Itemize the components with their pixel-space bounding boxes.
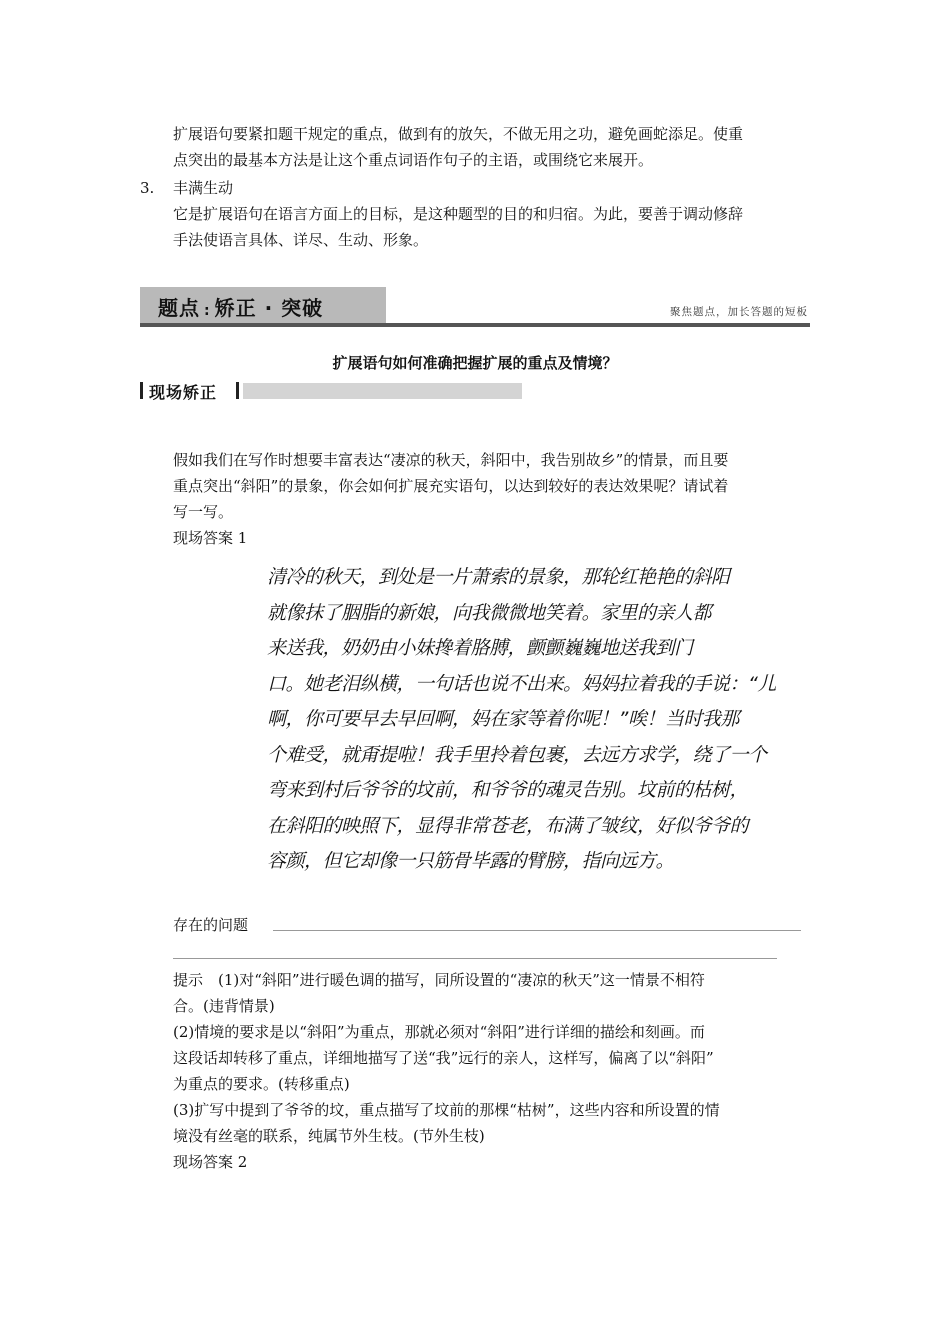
subsection-header (140, 380, 522, 402)
question-heading: 扩展语句如何准确把握扩展的重点及情境？ (332, 354, 618, 372)
hint-line: (3)扩写中提到了爷爷的坟，重点描写了坟前的那棵“枯树”，这些内容和所设置的情 (173, 1101, 720, 1119)
banner-subtitle: 聚焦题点，加长答题的短板 (670, 306, 808, 318)
text-line: 手法使语言具体、详尽、生动、形象。 (173, 231, 429, 249)
banner-colon: : (204, 303, 211, 319)
text-line: 它是扩展语句在语言方面上的目标，是这种题型的目的和归宿。为此，要善于调动修辞 (173, 205, 744, 223)
handwriting-line: 啊，你可要早去早回啊，妈在家等着你呢！”唉！当时我那 (267, 708, 739, 730)
handwriting-line: 口。她老泪纵横，一句话也说不出来。妈妈拉着我的手说：“儿 (267, 672, 776, 695)
text-line: 点突出的最基本方法是让这个重点词语作句子的主语，或围绕它来展开。 (173, 151, 654, 169)
handwriting-line: 在斜阳的映照下，显得非常苍老，布满了皱纹，好似爷爷的 (267, 814, 749, 837)
banner-rule (140, 323, 810, 327)
problem-label: 存在的问题 (173, 916, 249, 934)
subhead-label: 现场矫正 (149, 383, 218, 402)
subhead-grey-bar (243, 383, 522, 399)
text-line: 假如我们在写作时想要丰富表达“凄凉的秋天，斜阳中，我告别故乡”的情景，而且要 (173, 451, 729, 469)
subhead-bar-right (236, 382, 239, 399)
handwriting-line: 清冷的秋天，到处是一片萧索的景象，那轮红艳艳的斜阳 (267, 566, 730, 588)
hint-line: 合。(违背情景) (173, 997, 275, 1015)
hint-line: 为重点的要求。(转移重点) (173, 1075, 350, 1093)
handwritten-answer (267, 560, 776, 880)
answer-blank-line[interactable] (173, 958, 777, 959)
hint-line: 这段话却转移了重点，详细地描写了送“我”远行的亲人，这样写，偏离了以“斜阳” (173, 1049, 714, 1067)
prompt-paragraph (173, 447, 728, 551)
handwriting-line: 就像抹了胭脂的新娘，向我微微地笑着。家里的亲人都 (267, 601, 712, 624)
hint-line: 境没有丝毫的联系，纯属节外生枝。(节外生枝) (173, 1127, 485, 1145)
banner-title-b: 矫正 · 突破 (214, 296, 324, 320)
banner-title-a: 题点 (158, 296, 200, 320)
list-heading: 丰满生动 (173, 179, 234, 197)
text-line: 扩展语句要紧扣题干规定的重点，做到有的放矢，不做无用之功，避免画蛇添足。使重 (173, 125, 744, 143)
answer1-label: 现场答案 1 (173, 529, 248, 547)
handwriting-line: 来送我，奶奶由小妹搀着胳膊，颤颤巍巍地送我到门 (267, 637, 693, 659)
list-number: 3. (140, 179, 155, 197)
text-line: 写一写。 (173, 503, 234, 521)
hint-paragraph (173, 967, 813, 1175)
hint-line: 提示 (1)对“斜阳”进行暖色调的描写，同所设置的“凄凉的秋天”这一情景不相符 (173, 971, 705, 989)
handwriting-line: 弯来到村后爷爷的坟前，和爷爷的魂灵告别。坟前的枯树， (267, 779, 749, 801)
handwriting-line: 容颜，但它却像一只筋骨毕露的臂膀，指向远方。 (267, 850, 675, 872)
handwriting-line: 个难受，就甭提啦！我手里拎着包裹，去远方求学，绕了一个 (267, 743, 767, 766)
answer-blank-line[interactable] (273, 930, 801, 931)
intro-paragraph (173, 121, 743, 173)
text-line: 重点突出“斜阳”的景象，你会如何扩展充实语句，以达到较好的表达效果呢？请试着 (173, 477, 729, 495)
subhead-bar-left (140, 382, 143, 399)
answer2-label: 现场答案 2 (173, 1153, 248, 1171)
hint-line: (2)情境的要求是以“斜阳”为重点，那就必须对“斜阳”进行详细的描绘和刻画。而 (173, 1023, 705, 1041)
section-banner (140, 287, 810, 325)
list-item-3 (173, 175, 743, 253)
banner-title (158, 292, 323, 321)
